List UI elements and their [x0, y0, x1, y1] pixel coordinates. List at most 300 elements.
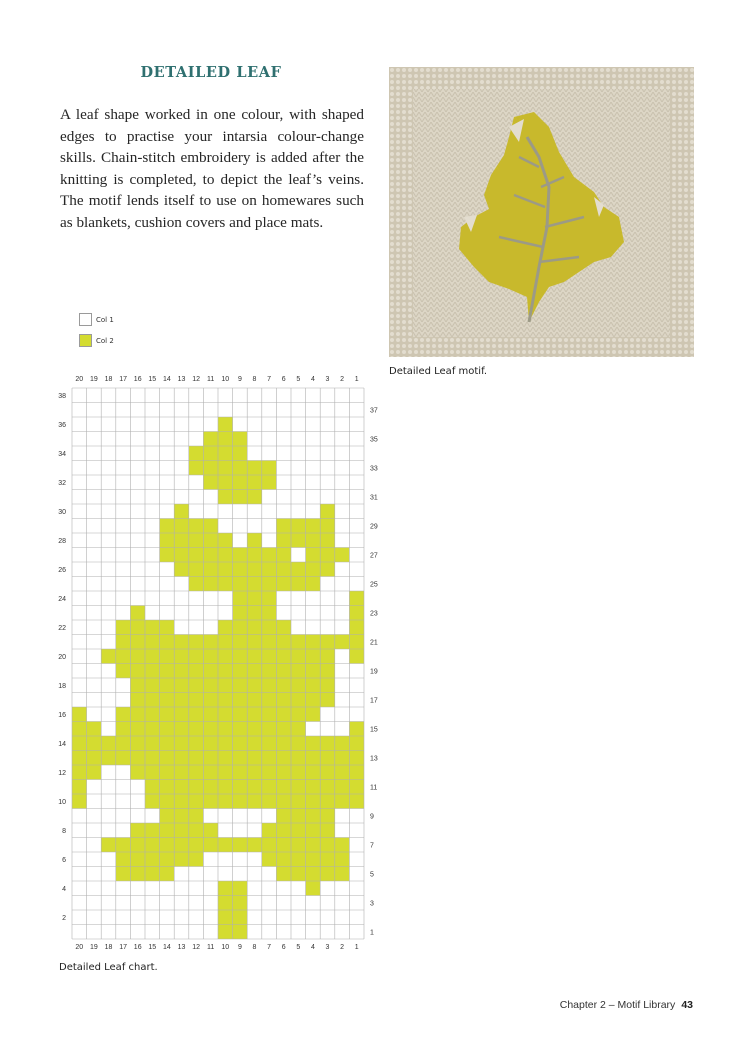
chart-cell-col1 [160, 461, 175, 476]
chart-cell-col1 [218, 606, 233, 621]
chart-cell-col1 [203, 896, 218, 911]
chart-cell-col1 [218, 403, 233, 418]
chart-row-label-right: 17 [370, 697, 378, 705]
chart-cell-col2 [189, 736, 204, 751]
chart-cell-col1 [72, 562, 87, 577]
chart-cell-col1 [72, 910, 87, 925]
chart-cell-col1 [349, 707, 364, 722]
chart-cell-col2 [276, 693, 291, 708]
chart-cell-col2 [335, 736, 350, 751]
chart-cell-col1 [335, 620, 350, 635]
chart-cell-col1 [320, 722, 335, 737]
chart-cell-col1 [335, 446, 350, 461]
chart-cell-col2 [218, 620, 233, 635]
chart-col-label-bottom: 4 [310, 944, 315, 951]
chart-cell-col2 [87, 722, 102, 737]
chart-cell-col2 [291, 707, 306, 722]
intro-paragraph: A leaf shape worked in one colour, with shaped edges to practise your intarsia colour-change skills. Chain-stitch embroidery is added after the knitting is completed, to depict the leaf’s veins. The motif lends itself to use on homewares such as blankets, cushion covers and place mats. [60, 106, 364, 231]
chart-cell-col1 [174, 606, 189, 621]
chart-cell-col2 [276, 678, 291, 693]
chart-cell-col2 [130, 620, 145, 635]
chart-cell-col1 [233, 533, 248, 548]
chart-cell-col2 [174, 823, 189, 838]
chart-cell-col2 [247, 693, 262, 708]
chart-cell-col1 [87, 504, 102, 519]
chart-row-label-right: 31 [370, 494, 378, 502]
chart-cell-col1 [145, 925, 160, 940]
chart-cell-col1 [203, 809, 218, 824]
chart-cell-col1 [72, 664, 87, 679]
chart-cell-col2 [335, 852, 350, 867]
chart-cell-col1 [335, 519, 350, 534]
chart-col-label-top: 13 [177, 376, 186, 383]
chart-cell-col1 [160, 577, 175, 592]
chart-col-label-bottom: 12 [192, 944, 200, 951]
chart-cell-col2 [203, 475, 218, 490]
chart-cell-col1 [174, 388, 189, 403]
chart-cell-col1 [247, 809, 262, 824]
chart-cell-col2 [320, 852, 335, 867]
chart-cell-col1 [306, 925, 321, 940]
chart-row-label-left: 14 [58, 740, 66, 748]
chart-cell-col2 [203, 635, 218, 650]
chart-cell-col1 [349, 533, 364, 548]
chart-cell-col1 [276, 403, 291, 418]
chart-cell-col1 [218, 823, 233, 838]
chart-cell-col1 [203, 504, 218, 519]
chart-cell-col2 [174, 504, 189, 519]
chart-cell-col2 [189, 707, 204, 722]
chart-cell-col1 [276, 388, 291, 403]
chart-cell-col1 [87, 780, 102, 795]
chart-cell-col2 [247, 562, 262, 577]
chart-cell-col1 [130, 417, 145, 432]
chart-cell-col2 [174, 678, 189, 693]
chart-cell-col2 [218, 693, 233, 708]
chart-cell-col2 [247, 533, 262, 548]
chart-col-label-bottom: 19 [90, 944, 98, 951]
chart-cell-col2 [218, 664, 233, 679]
chart-cell-col2 [247, 765, 262, 780]
chart-cell-col1 [335, 649, 350, 664]
chart-cell-col1 [130, 780, 145, 795]
chart-cell-col2 [218, 838, 233, 853]
chart-cell-col2 [145, 794, 160, 809]
chart-col-label-top: 18 [104, 376, 113, 383]
chart-cell-col1 [276, 910, 291, 925]
chart-cell-col2 [291, 838, 306, 853]
chart-cell-col2 [306, 577, 321, 592]
chart-cell-col1 [349, 664, 364, 679]
chart-cell-col1 [174, 867, 189, 882]
chart-cell-col2 [306, 881, 321, 896]
chart-cell-col2 [306, 678, 321, 693]
chart-cell-col1 [101, 678, 116, 693]
chart-cell-col2 [276, 533, 291, 548]
chart-cell-col1 [87, 678, 102, 693]
chart-cell-col2 [203, 533, 218, 548]
chart-cell-col2 [218, 432, 233, 447]
chart-col-label-bottom: 11 [207, 944, 215, 951]
chart-cell-col1 [72, 533, 87, 548]
chart-cell-col2 [335, 548, 350, 563]
chart-cell-col1 [101, 823, 116, 838]
chart-col-label-bottom: 10 [221, 944, 230, 951]
chart-cell-col2 [247, 461, 262, 476]
chart-row-label-right: 23 [370, 610, 378, 618]
chart-cell-col2 [145, 664, 160, 679]
chart-cell-col2 [72, 722, 87, 737]
chart-cell-col1 [306, 606, 321, 621]
chart-cell-col2 [276, 649, 291, 664]
chart-row-label-left: 28 [58, 537, 66, 545]
chart-cell-col2 [291, 533, 306, 548]
chart-cell-col1 [247, 446, 262, 461]
chart-cell-col2 [335, 751, 350, 766]
chart-cell-col1 [291, 461, 306, 476]
chart-cell-col1 [72, 606, 87, 621]
chart-cell-col2 [291, 664, 306, 679]
chart-cell-col1 [335, 504, 350, 519]
chart-col-label-top: 3 [325, 376, 330, 383]
chart-cell-col1 [101, 852, 116, 867]
chart-cell-col2 [203, 678, 218, 693]
chart-cell-col1 [130, 519, 145, 534]
chart-cell-col1 [160, 591, 175, 606]
chart-row-label-right: 21 [370, 639, 378, 647]
chart-col-label-bottom: 1 [354, 944, 359, 951]
chart-cell-col2 [101, 736, 116, 751]
chart-col-label-top: 11 [207, 376, 215, 383]
chart-cell-col1 [160, 490, 175, 505]
chart-cell-col2 [203, 838, 218, 853]
chart-cell-col2 [291, 823, 306, 838]
chart-cell-col1 [160, 562, 175, 577]
chart-cell-col2 [174, 809, 189, 824]
chart-cell-col2 [320, 809, 335, 824]
chart-cell-col1 [174, 461, 189, 476]
chart-cell-col1 [262, 896, 277, 911]
chart-cell-col2 [145, 678, 160, 693]
chart-cell-col1 [116, 403, 131, 418]
chart-cell-col1 [130, 403, 145, 418]
chart-col-label-bottom: 18 [104, 944, 113, 951]
chart-cell-col1 [101, 664, 116, 679]
chart-cell-col2 [262, 577, 277, 592]
chart-cell-col1 [349, 504, 364, 519]
chart-cell-col1 [160, 432, 175, 447]
chart-cell-col2 [189, 838, 204, 853]
chart-cell-col2 [349, 736, 364, 751]
chart-cell-col2 [276, 794, 291, 809]
chart-cell-col2 [276, 765, 291, 780]
chart-cell-col1 [320, 475, 335, 490]
chart-cell-col2 [233, 635, 248, 650]
chart-cell-col2 [320, 838, 335, 853]
chart-cell-col2 [218, 490, 233, 505]
chart-cell-col2 [247, 664, 262, 679]
chart-cell-col1 [87, 591, 102, 606]
chart-cell-col2 [291, 649, 306, 664]
chart-cell-col2 [247, 794, 262, 809]
chart-row-label-left: 30 [58, 508, 66, 516]
chart-cell-col1 [174, 591, 189, 606]
chart-cell-col1 [116, 504, 131, 519]
chart-row-label-left: 18 [58, 682, 66, 690]
chart-cell-col2 [233, 678, 248, 693]
chart-cell-col1 [320, 388, 335, 403]
chart-cell-col2 [130, 664, 145, 679]
chart-cell-col2 [335, 794, 350, 809]
chart-cell-col2 [320, 504, 335, 519]
chart-cell-col1 [145, 881, 160, 896]
chart-cell-col1 [116, 475, 131, 490]
chart-cell-col2 [262, 649, 277, 664]
chart-cell-col2 [291, 635, 306, 650]
chart-cell-col2 [174, 533, 189, 548]
chart-cell-col1 [72, 823, 87, 838]
chart-cell-col2 [218, 649, 233, 664]
chart-col-label-top: 19 [90, 376, 98, 383]
chart-cell-col2 [262, 838, 277, 853]
chart-cell-col1 [145, 562, 160, 577]
chart-cell-col1 [189, 867, 204, 882]
chart-cell-col1 [72, 896, 87, 911]
chart-cell-col1 [349, 461, 364, 476]
chart-cell-col2 [218, 635, 233, 650]
chart-cell-col1 [72, 852, 87, 867]
chart-cell-col2 [276, 751, 291, 766]
chart-cell-col1 [174, 620, 189, 635]
chart-cell-col2 [276, 664, 291, 679]
chart-cell-col2 [262, 852, 277, 867]
chart-cell-col2 [306, 519, 321, 534]
chart-cell-col2 [276, 823, 291, 838]
chart-cell-col1 [247, 432, 262, 447]
chart-cell-col1 [349, 388, 364, 403]
chart-cell-col1 [116, 896, 131, 911]
chart-col-label-top: 20 [75, 376, 84, 383]
chart-row-label-left: 38 [58, 392, 66, 400]
chart-cell-col2 [233, 664, 248, 679]
chart-cell-col2 [189, 751, 204, 766]
chart-cell-col2 [233, 577, 248, 592]
chart-cell-col2 [335, 635, 350, 650]
chart-cell-col2 [291, 794, 306, 809]
chart-cell-col1 [130, 432, 145, 447]
chart-cell-col1 [262, 417, 277, 432]
chart-cell-col2 [203, 765, 218, 780]
chart-cell-col2 [145, 765, 160, 780]
chart-cell-col1 [349, 809, 364, 824]
chart-cell-col2 [130, 823, 145, 838]
chart-cell-col1 [349, 577, 364, 592]
chart-cell-col1 [145, 475, 160, 490]
chart-col-label-top: 9 [237, 376, 242, 383]
chart-cell-col1 [306, 461, 321, 476]
chart-cell-col2 [262, 606, 277, 621]
chart-cell-col1 [130, 896, 145, 911]
chart-cell-col2 [218, 562, 233, 577]
chart-cell-col2 [130, 722, 145, 737]
chart-cell-col2 [291, 678, 306, 693]
chart-cell-col1 [116, 606, 131, 621]
chart-cell-col1 [116, 490, 131, 505]
chart-cell-col1 [174, 446, 189, 461]
chart-cell-col1 [72, 548, 87, 563]
chart-cell-col1 [335, 403, 350, 418]
chart-cell-col1 [335, 664, 350, 679]
chart-cell-col2 [306, 809, 321, 824]
chart-cell-col2 [145, 780, 160, 795]
chart-cell-col1 [335, 461, 350, 476]
chart-cell-col1 [145, 896, 160, 911]
chart-cell-col1 [218, 591, 233, 606]
chart-cell-col2 [233, 606, 248, 621]
chart-cell-col1 [335, 809, 350, 824]
chart-cell-col2 [174, 562, 189, 577]
chart-cell-col1 [101, 707, 116, 722]
chart-cell-col1 [335, 678, 350, 693]
chart-cell-col2 [262, 664, 277, 679]
chart-cell-col2 [72, 707, 87, 722]
chart-cell-col1 [116, 577, 131, 592]
chart-cell-col1 [349, 910, 364, 925]
chart-cell-col1 [203, 388, 218, 403]
chart-cell-col1 [320, 417, 335, 432]
chart-row-label-left: 34 [58, 450, 66, 458]
chart-cell-col2 [306, 852, 321, 867]
chart-cell-col2 [349, 765, 364, 780]
chart-cell-col2 [189, 635, 204, 650]
chart-cell-col2 [203, 751, 218, 766]
chart-cell-col1 [335, 562, 350, 577]
chart-cell-col1 [72, 649, 87, 664]
chart-cell-col2 [174, 794, 189, 809]
chart-cell-col2 [174, 693, 189, 708]
chart-cell-col2 [247, 722, 262, 737]
chart-cell-col2 [233, 461, 248, 476]
chart-cell-col1 [130, 461, 145, 476]
chart-cell-col1 [320, 606, 335, 621]
chart-cell-col2 [116, 838, 131, 853]
chart-cell-col1 [87, 852, 102, 867]
chart-cell-col1 [349, 548, 364, 563]
chart-cell-col1 [101, 417, 116, 432]
chart-cell-col2 [349, 649, 364, 664]
chart-cell-col1 [174, 490, 189, 505]
chart-cell-col2 [306, 533, 321, 548]
chart-cell-col1 [247, 519, 262, 534]
chart-cell-col2 [189, 562, 204, 577]
chart-cell-col2 [72, 736, 87, 751]
chart-cell-col2 [233, 620, 248, 635]
chart-cell-col1 [306, 910, 321, 925]
chart-cell-col1 [72, 867, 87, 882]
chart-cell-col2 [203, 548, 218, 563]
chart-cell-col1 [101, 591, 116, 606]
chart-cell-col1 [291, 446, 306, 461]
chart-cell-col2 [320, 519, 335, 534]
chart-cell-col2 [247, 751, 262, 766]
chart-cell-col1 [203, 490, 218, 505]
chart-col-label-bottom: 8 [252, 944, 257, 951]
chart-cell-col2 [116, 620, 131, 635]
chart-cell-col2 [320, 736, 335, 751]
chart-cell-col1 [233, 403, 248, 418]
chart-col-label-bottom: 14 [163, 944, 171, 951]
chart-cell-col1 [174, 432, 189, 447]
chart-cell-col1 [130, 504, 145, 519]
chart-cell-col2 [276, 707, 291, 722]
chart-cell-col1 [116, 562, 131, 577]
chart-cell-col2 [87, 765, 102, 780]
chart-cell-col2 [160, 620, 175, 635]
chart-col-label-bottom: 6 [281, 944, 286, 951]
chart-cell-col2 [130, 867, 145, 882]
chart-cell-col1 [87, 867, 102, 882]
chart-cell-col2 [130, 635, 145, 650]
chart-cell-col2 [160, 678, 175, 693]
chart-cell-col2 [306, 794, 321, 809]
chart-cell-col1 [174, 881, 189, 896]
chart-cell-col1 [247, 852, 262, 867]
chart-cell-col1 [72, 635, 87, 650]
chart-cell-col1 [116, 432, 131, 447]
chart-cell-col1 [306, 475, 321, 490]
chart-cell-col1 [291, 388, 306, 403]
chart-cell-col2 [276, 577, 291, 592]
chart-cell-col2 [160, 751, 175, 766]
chart-cell-col1 [101, 896, 116, 911]
chart-cell-col1 [291, 548, 306, 563]
chart-cell-col2 [174, 765, 189, 780]
chart-cell-col2 [335, 867, 350, 882]
chart-cell-col1 [291, 910, 306, 925]
chart-cell-col2 [218, 794, 233, 809]
chart-cell-col1 [218, 519, 233, 534]
chart-cell-col2 [233, 649, 248, 664]
chart-cell-col2 [320, 780, 335, 795]
chart-cell-col1 [306, 722, 321, 737]
chart-cell-col2 [101, 649, 116, 664]
chart-cell-col1 [276, 896, 291, 911]
chart-cell-col1 [349, 446, 364, 461]
chart-cell-col2 [116, 722, 131, 737]
chart-cell-col2 [320, 649, 335, 664]
chart-cell-col1 [145, 490, 160, 505]
chart-cell-col2 [87, 736, 102, 751]
chart-cell-col1 [276, 461, 291, 476]
chart-cell-col1 [145, 519, 160, 534]
chart-cell-col2 [276, 548, 291, 563]
chart-cell-col1 [145, 910, 160, 925]
chart-cell-col1 [335, 606, 350, 621]
chart-cell-col1 [87, 388, 102, 403]
chart-cell-col2 [72, 751, 87, 766]
chart-cell-col2 [247, 577, 262, 592]
chart-cell-col2 [130, 852, 145, 867]
chart-cell-col2 [72, 765, 87, 780]
chart-cell-col1 [72, 838, 87, 853]
chart-cell-col2 [87, 751, 102, 766]
chart-cell-col2 [203, 664, 218, 679]
chart-cell-col2 [116, 664, 131, 679]
chart-cell-col1 [87, 548, 102, 563]
chart-cell-col2 [262, 461, 277, 476]
chart-row-label-left: 8 [62, 827, 66, 835]
chart-cell-col1 [320, 881, 335, 896]
